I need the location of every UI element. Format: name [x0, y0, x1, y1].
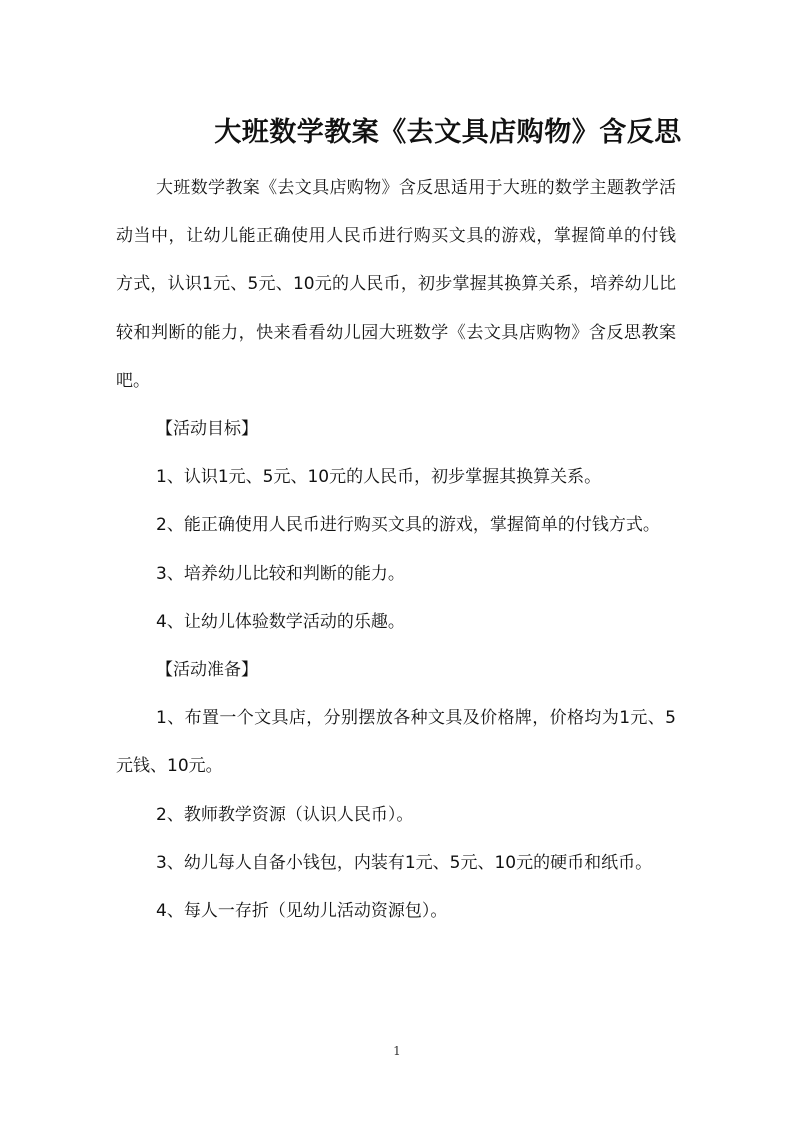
preparation-item-3: 3、幼儿每人自备小钱包，内装有1元、5元、10元的硬币和纸币。 — [156, 852, 653, 873]
preparation-item-1: 1、布置一个文具店，分别摆放各种文具及价格牌，价格均为1元、5元钱、10元。 — [116, 708, 676, 777]
document-title: 大班数学教案《去文具店购物》含反思 — [214, 117, 682, 149]
preparation-item-2: 2、教师教学资源（认识人民币）。 — [156, 804, 414, 825]
page-number: 1 — [393, 1044, 401, 1058]
preparation-item-4: 4、每人一存折（见幼儿活动资源包）。 — [156, 901, 448, 922]
section-heading-activity-preparation: 【活动准备】 — [156, 660, 258, 681]
goal-item-1: 1、认识1元、5元、10元的人民币，初步掌握其换算关系。 — [156, 467, 602, 488]
goal-item-4: 4、让幼儿体验数学活动的乐趣。 — [156, 611, 405, 632]
goal-item-2: 2、能正确使用人民币进行购买文具的游戏，掌握简单的付钱方式。 — [156, 515, 660, 536]
document-body — [116, 164, 676, 935]
section-heading-activity-goals: 【活动目标】 — [156, 419, 258, 440]
goal-item-3: 3、培养幼儿比较和判断的能力。 — [156, 563, 405, 584]
intro-paragraph: 大班数学教案《去文具店购物》含反思适用于大班的数学主题教学活动当中，让幼儿能正确使用人民币进行购买文具的游戏，掌握简单的付钱方式，认识1元、5元、10元的人民币，初步掌握其换算关系，培养幼儿比较和判断的能力，快来看看幼儿园大班数学《去文具店购物》含反思教案吧。 — [116, 178, 676, 391]
